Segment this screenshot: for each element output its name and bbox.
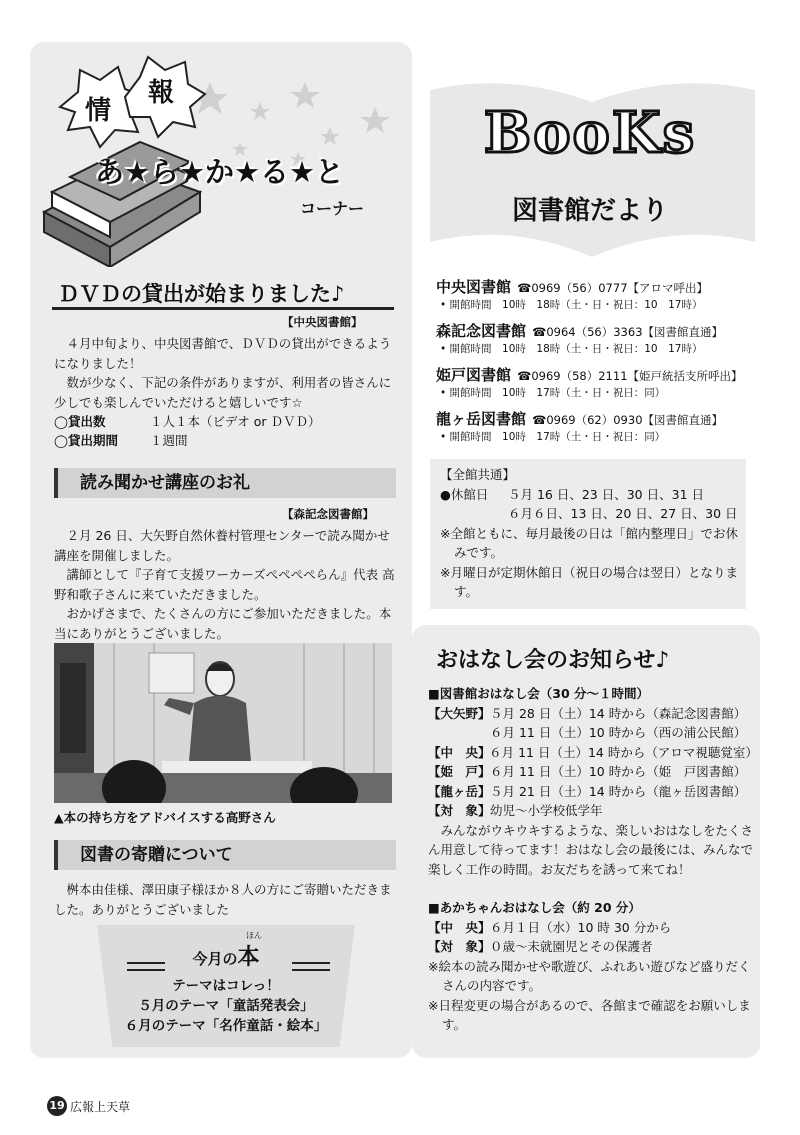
dvd-cond1 [54, 412, 320, 432]
workshop-photo [54, 643, 392, 803]
monthly-book-ruby: ほん [246, 931, 262, 940]
session-row [428, 743, 758, 763]
photo-caption: ▲本の持ち方をアドバイスする高野さん [54, 810, 276, 825]
books-title: BooKs [483, 100, 697, 166]
session-place: 【中 央】 [428, 744, 491, 760]
reading-para3: おかげさまで、たくさんの方にご参加いただきました。本当にありがとうございました。 [54, 606, 392, 641]
session-row [428, 937, 754, 957]
star-icon [320, 127, 340, 145]
library-list [436, 276, 756, 452]
monthly-book-line1: テーマはコレっ！ [172, 978, 280, 994]
session-place: 【対 象】 [428, 803, 491, 818]
storytime-title: おはなし会のお知らせ♪ [436, 648, 670, 673]
magazine-name: 広報上天草 [70, 1100, 131, 1114]
session-text: ６月１日（水）10 時 30 分から [490, 919, 672, 935]
session-row [428, 918, 754, 938]
common-note1: ※全館ともに、毎月最後の日は「館内整理日」でお休みです。 [440, 525, 738, 560]
closed-days [440, 485, 744, 505]
session-text: ６月 11 日（土）10 時から（西の浦公民館） [490, 725, 747, 740]
library-hours: • 開館時間 10時 17時（土・日・祝日：同） [440, 387, 666, 399]
dvd-title-underline [52, 307, 394, 310]
library-phone: ☎0969（62）0930【図書館直通】 [532, 413, 724, 427]
corner-subtitle: コーナー [300, 199, 365, 218]
star-icon [290, 82, 320, 108]
star-icon [360, 107, 390, 133]
session-place: 【龍ヶ岳】 [428, 783, 491, 799]
books-subtitle: 図書館だより [511, 196, 668, 226]
library-phone: ☎0964（56）3363【図書館直通】 [532, 325, 724, 339]
session-text: ０歳～未就園児とその保護者 [490, 939, 653, 954]
session-text: 幼児～小学校低学年 [490, 803, 603, 818]
library-phone: ☎0969（56）0777【アロマ呼出】 [517, 281, 709, 295]
cond-value: １週間 [150, 433, 188, 448]
session-row [428, 723, 754, 743]
monthly-book-line3: ６月のテーマ「名作童話・絵本」 [124, 1018, 328, 1034]
common-info [440, 465, 744, 602]
library-phone: ☎0969（58）2111【姫戸統括支所呼出】 [517, 369, 743, 383]
session-place: 【中 央】 [428, 919, 491, 935]
library-name: 中央図書館 [436, 278, 512, 296]
reading-title: 読み聞かせ講座のお礼 [54, 468, 396, 498]
session-row [428, 801, 754, 821]
session-row [428, 704, 754, 724]
cond-label: ◯貸出期間 [54, 433, 118, 448]
monthly-book-title-main: 本 [237, 945, 260, 970]
common-note2: ※月曜日が定期休館日（祝日の場合は翌日）となります。 [440, 564, 738, 599]
closed-line1: ５月 16 日、23 日、30 日、31 日 [508, 486, 704, 502]
dvd-para2: 数が少なく、下記の条件がありますが、利用者の皆さんに少しでも楽しんでいただけると嬉しいです☆ [54, 375, 392, 410]
cond-value: １人１本（ビデオ or ＤＶＤ） [150, 414, 321, 429]
library-hours: • 開館時間 10時 18時（土・日・祝日：10 17時） [440, 299, 703, 311]
session-row [428, 782, 754, 802]
session-place [428, 723, 490, 743]
reading-para1: ２月 26 日、大矢野自然休養村管理センターで読み聞かせ講座を開催しました。 [54, 528, 390, 563]
common-title: 【全館共通】 [440, 467, 516, 482]
library-item [436, 276, 756, 320]
storytime-sec2-note1: ※絵本の読み聞かせや歌遊び、ふれあい遊びなど盛りだくさんの内容です。 [428, 958, 751, 993]
session-place: 【大矢野】 [428, 705, 491, 721]
storytime-sec2-title: ■あかちゃんおはなし会（約 20 分） [428, 900, 641, 915]
session-text: ５月 21 日（土）14 時から（龍ヶ岳図書館） [490, 783, 747, 799]
reading-source: 【森記念図書館】 [282, 507, 374, 521]
library-item [436, 408, 756, 452]
session-place: 【姫 戸】 [428, 764, 491, 779]
session-text: ６月 11 日（土）14 時から（アロマ視聴覚室） [489, 744, 758, 760]
storytime-content [428, 684, 758, 1035]
donation-title: 図書の寄贈について [54, 840, 396, 870]
session-place: 【対 象】 [428, 939, 491, 954]
session-text: ６月 11 日（土）10 時から（姫 戸図書館） [490, 764, 747, 779]
session-text: ５月 28 日（土）14 時から（森記念図書館） [490, 705, 747, 721]
dvd-title: ＤＶＤの貸出が始まりました♪ [58, 282, 345, 306]
storytime-sec1-desc: みんながウキウキするような、楽しいおはなしをたくさん用意して待ってます！おはなし会の最後には、みんなで楽しく工作の時間。お友だちを誘って来てね！ [428, 822, 754, 877]
donation-text: 桝本由佳様、澤田康子様ほか８人の方にご寄贈いただきました。ありがとうございました [54, 882, 392, 917]
dvd-cond2 [54, 431, 188, 451]
library-hours: • 開館時間 10時 17時（土・日・祝日：同） [440, 431, 666, 443]
closed-line2: ６月６日、13 日、20 日、27 日、30 日 [508, 506, 738, 521]
library-hours: • 開館時間 10時 18時（土・日・祝日：10 17時） [440, 343, 703, 355]
reading-para2: 講師として『子育て支援ワーカーズぺぺぺぺらん』代表 高野和歌子さんに来ていただきました。 [54, 567, 395, 602]
dvd-para1: ４月中旬より、中央図書館で、ＤＶＤの貸出ができるようになりました！ [54, 336, 392, 371]
monthly-book-title [97, 940, 355, 971]
monthly-book-title-prefix: 今月の [192, 950, 238, 968]
library-name: 龍ヶ岳図書館 [436, 410, 527, 428]
corner-title: あ★ら★か★る★と [95, 155, 344, 189]
star-icon [250, 102, 270, 120]
library-name: 姫戸図書館 [436, 366, 512, 384]
monthly-book-line2: ５月のテーマ「童話発表会」 [138, 998, 314, 1014]
library-item [436, 320, 756, 364]
closed-label: ●休館日 [440, 486, 489, 502]
session-row [428, 762, 754, 782]
header-info-label: 情 [85, 96, 112, 126]
page-number: 19 [47, 1096, 67, 1116]
storytime-sec2-note2: ※日程変更の場合があるので、各館まで確認をお願いします。 [428, 997, 751, 1032]
library-name: 森記念図書館 [436, 322, 527, 340]
dvd-source: 【中央図書館】 [282, 315, 363, 329]
cond-label: ◯貸出数 [54, 414, 106, 429]
burst-icon [60, 57, 205, 147]
storytime-sec1-title: ■図書館おはなし会（30 分～１時間） [428, 686, 650, 701]
header-report-label: 報 [148, 78, 175, 108]
library-item [436, 364, 756, 408]
